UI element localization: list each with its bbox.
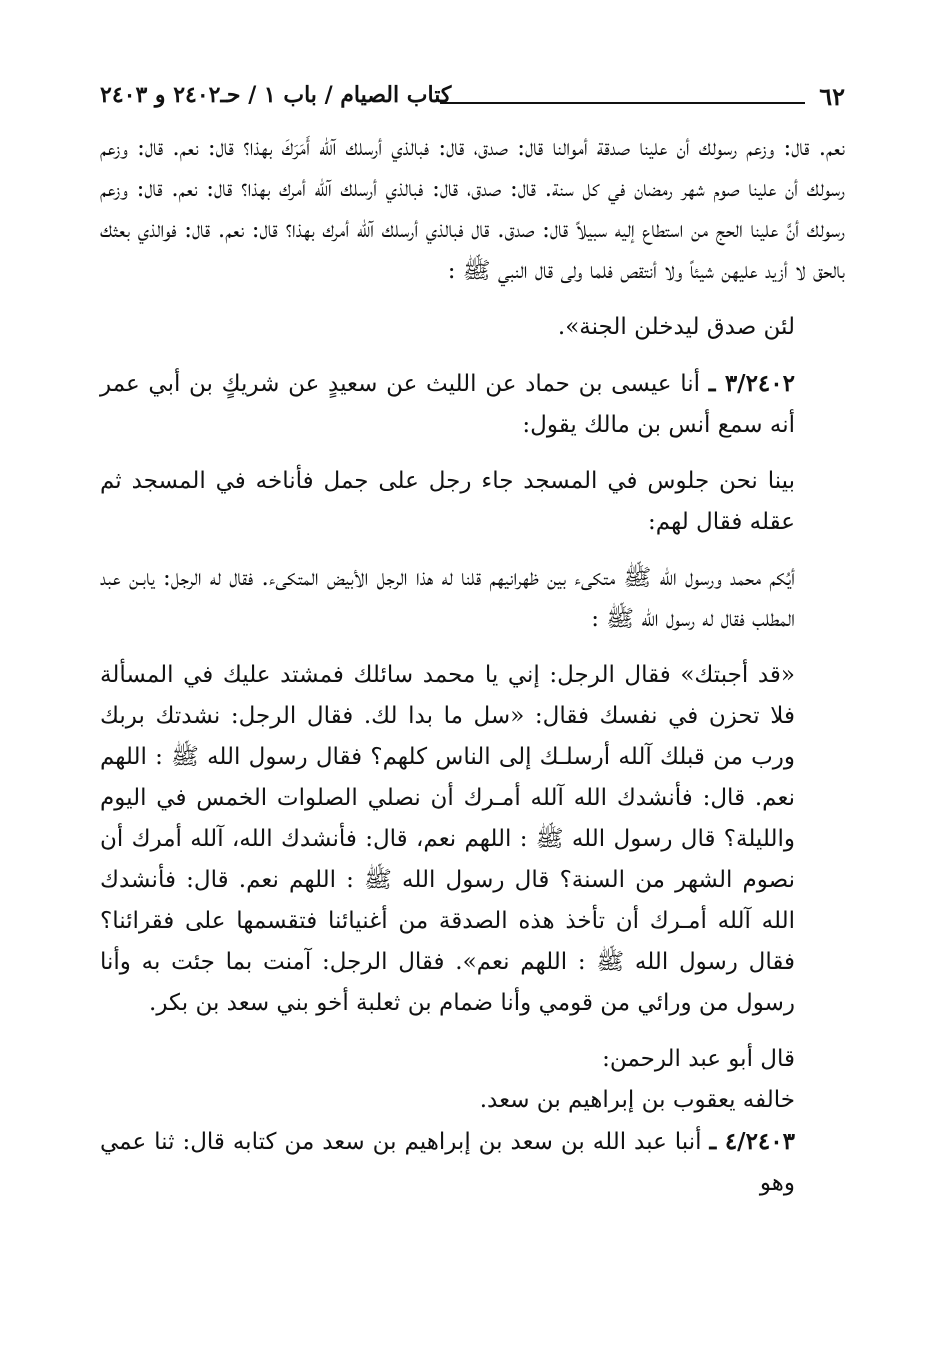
hadith-2402: [100, 363, 845, 446]
paragraph-question: أيُكم محمد ورسول الله ﷺ متكىء بين ظهرانيهم قلنا له هذا الرجل الأبيض المتكىء. فقال له الرجل: يابـن عبد المطلب فقال له رسول الله ﷺ :: [100, 565, 795, 632]
header-title: كتاب الصيام / باب ١ / حـ٢٤٠٢ و ٢٤٠٣: [100, 82, 452, 108]
hadith-number: ٣/٢٤٠٢ ـ: [708, 370, 795, 397]
hadith-chain: أنا عيسى بن حماد عن الليث عن سعيدٍ عن شريكٍ بن أبي عمر أنه سمع أنس بن مالك يقول:: [100, 371, 795, 438]
page-body: [100, 128, 845, 1204]
paragraph-narration: بينا نحن جلوس في المسجد جاء رجل على جمل فأناخه في المسجد ثم عقله فقال لهم:: [100, 468, 795, 535]
paragraph-author-note: قال أبو عبد الرحمن:: [602, 1046, 795, 1072]
running-header: [100, 76, 845, 116]
hadith-number: ٤/٢٤٠٣ ـ: [709, 1128, 795, 1155]
page-number: ٦٢: [819, 82, 845, 111]
header-rule: [440, 102, 805, 104]
paragraph-continuation: نعم. قال: وزعم رسولك أن علينا صدقة أموالنا قال: صدق، قال: فبالذي أرسلك آلله أَمَرَكَ بهذا؟ قال: نعم. قال: وزعم رسولك أن علينا صوم شهر رمضان في كل سنة. قال: صدق، قال: فبالذي أرسلك آلله أمرك بهذا؟ قال: نعم. قال: وزعم رسولك أنَّ علينا الحج من استطاع إليه سبيلاً قال: صدق. قال فبالذي أرسلك آلله أمرك بهذا؟ قال: نعم. قال: فوالذي بعثك بالحق لا أزيد عليهن شيئاً ولا أنتقص فلما ولى قال النبي ﷺ :: [100, 135, 845, 284]
hadith-2403: [100, 1121, 845, 1204]
paragraph-dialogue: «قد أجبتك» فقال الرجل: إني يا محمد سائلك فمشتد عليك في المسألة فلا تحزن في نفسك فقال: «سل ما بدا لك. فقال الرجل: نشدتك بربك ورب من قبلك آلله أرسلـك إلى الناس كلهم؟ فقال رسول الله ﷺ : اللهم نعم. قال: فأنشدك الله آلله أمـرك أن نصلي الصلوات الخمس في اليوم والليلة؟ قال رسول الله ﷺ : اللهم نعم، قال: فأنشدك الله، آلله أمرك أن نصوم الشهر من السنة؟ قال رسول الله ﷺ : اللهم نعم. قال: فأنشدك الله آلله أمـرك أن تأخذ هذه الصدقة من أغنيائنا فتقسمها على فقرائنا؟ فقال رسول الله ﷺ : اللهم نعم». فقال الرجل: آمنت بما جئت به وأنا رسول من ورائي من قومي وأنا ضمام بن ثعلبة أخو بني سعد بن بكر.: [100, 662, 795, 1016]
paragraph-variant: خالفه يعقوب بن إبراهيم بن سعد.: [479, 1087, 795, 1113]
paragraph-quote-end: لئن صدق ليدخلن الجنة».: [557, 314, 795, 340]
hadith-chain: أنبا عبد الله بن سعد بن إبراهيم بن سعد من كتابه قال: ثنا عمي وهو: [100, 1129, 795, 1196]
